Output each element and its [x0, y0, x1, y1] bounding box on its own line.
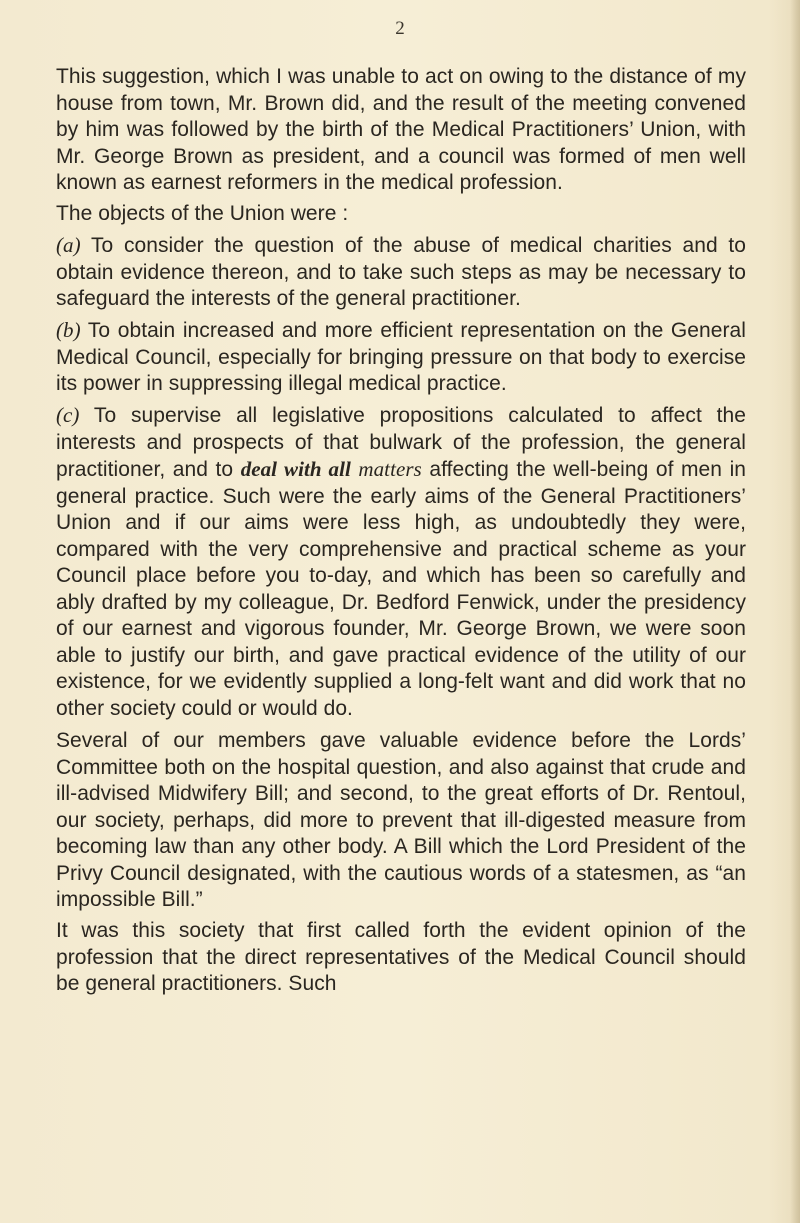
paragraph-objects-intro: The objects of the Union were :: [56, 202, 349, 225]
object-c-text-start: To supervise all legislative propositions calculated to affect the interests and prospects of that bulwark of the profession, the general practitioner, and to: [56, 404, 746, 481]
object-c-emphasis: deal with all: [240, 457, 351, 481]
page-number: 2: [395, 18, 405, 39]
body-text: [56, 64, 746, 1002]
page-edge-shadow: [790, 0, 800, 1223]
object-b-label: (b): [56, 318, 81, 342]
paragraph-union-founding: This suggestion, which I was unable to act on owing to the distance of my house from town, Mr. Brown did, and the result of the meeting convened by him was followed by the birth of the Medical Practitioners’ Union, with Mr. George Brown as president, and a council was formed of men well known as earnest reformers in the medical profession.: [56, 65, 746, 194]
object-c-emphasis-2: matters: [358, 457, 422, 481]
object-c-text-end: affecting the well-being of men in general practice. Such were the early aims of the General Practitioners’ Union and if our aims were less high, as undoubtedly they were, compared with the very comprehensive and practical scheme as your Council place before you to-day, and which has been so carefully and ably drafted by my colleague, Dr. Bedford Fenwick, under the presidency of our earnest and vigorous founder, Mr. George Brown, we were soon able to justify our birth, and gave practical evidence of the utility of our existence, for we evidently supplied a long-felt want and did work that no other society could or would do.: [56, 458, 747, 720]
paragraph-general-practitioners: It was this society that first called forth the evident opinion of the profession that the direct representatives of the Medical Council should be general practitioners. Such: [56, 919, 746, 995]
object-a-label: (a): [56, 233, 81, 257]
object-a-text: To consider the question of the abuse of medical charities and to obtain evidence thereon, and to take such steps as may be necessary to safeguard the interests of the general practitioner.: [56, 234, 746, 310]
paragraph-lords-committee: Several of our members gave valuable evidence before the Lords’ Committee both on the hospital question, and also against that crude and ill-advised Midwifery Bill; and second, to the great efforts of Dr. Rentoul, our society, perhaps, did more to prevent that ill-digested measure from becoming law than any other body. A Bill which the Lord President of the Privy Council designated, with the cautious words of a statesmen, as “an impossible Bill.”: [56, 729, 746, 911]
paragraph-object-a: [56, 232, 746, 313]
paragraph-object-c: [56, 402, 746, 722]
object-c-label: (c): [56, 403, 80, 427]
paragraph-object-b: [56, 317, 746, 398]
object-b-text: To obtain increased and more efficient representation on the General Medical Council, especially for bringing pressure on that body to exercise its power in suppressing illegal medical practice.: [56, 319, 746, 395]
